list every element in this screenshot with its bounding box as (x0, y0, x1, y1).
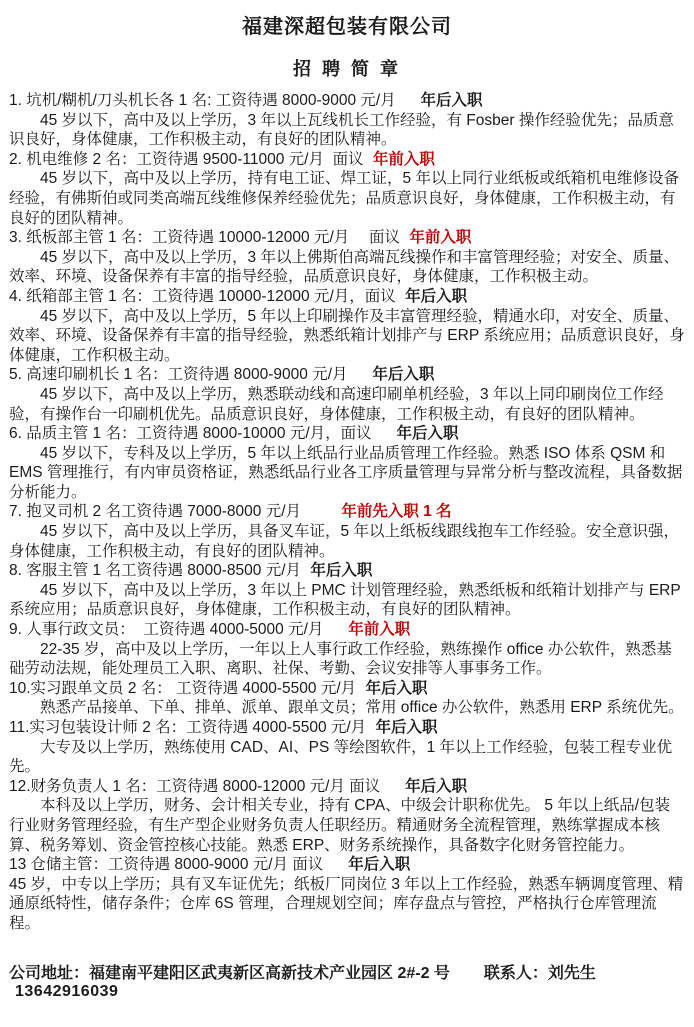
job-item (9, 287, 685, 365)
job-title-salary: 11.实习包装设计师 2 名：工资待遇 4000-5500 元/月 (9, 719, 367, 736)
job-requirements: 45 岁以下，高中及以上学历，熟悉联动线和高速印刷单机经验，3 年以上同印刷岗位工作经验，有操作台一印刷机优先。品质意识良好，身体健康，工作积极主动，有良好的团队精神。 (9, 385, 664, 423)
start-date-label: 年后入职 (396, 425, 459, 443)
start-date-label: 年后入职 (372, 366, 435, 384)
job-item (9, 777, 685, 855)
start-date-label: 年后入职 (375, 719, 438, 736)
footer-contact-line (9, 960, 685, 1001)
job-title-salary: 1. 坑机/糊机/刀头机长各 1 名: 工资待遇 8000-9000 元/月 (9, 92, 412, 109)
job-title-salary: 8. 客服主管 1 名工资待遇 8000-8500 元/月 (9, 562, 302, 580)
job-requirements: 45 岁以下，高中及以上学历，具备叉车证，5 年以上纸板线跟线抱车工作经验。安全意识强，身体健康，工作积极主动，有良好的团队精神。 (9, 523, 679, 560)
job-title-salary: 10.实习跟单文员 2 名： 工资待遇 4000-5500 元/月 (9, 679, 357, 697)
job-heading (9, 502, 685, 522)
job-requirements: 45 岁以下，高中及以上学历，持有电工证、焊工证，5 年以上同行业纸板或纸箱机电维修设备经验，有佛斯伯或同类高端瓦线维修保养经验优先；品质意识良好，身体健康，工作积极主动，有良好的团队精神。 (9, 170, 679, 227)
job-item (9, 620, 685, 679)
job-title-salary: 4. 纸箱部主管 1 名：工资待遇 10000-12000 元/月，面议 (9, 287, 396, 305)
job-item (9, 679, 685, 718)
job-requirements: 45 岁以下，高中及以上学历，5 年以上印刷操作及丰富管理经验，精通水印，对安全、质量、效率、环境、设备保养有丰富的指导经验，熟悉纸箱计划排产与 ERP 系统应用；品质意识良好，身体健康，工作积极主动。 (9, 307, 685, 364)
job-requirements: 熟悉产品接单、下单、排单、派单、跟单文员；常用 office 办公软件，熟悉用 ERP 系统优先。 (40, 699, 684, 717)
job-requirements: 45 岁以下，专科及以上学历，5 年以上纸品行业品质管理工作经验。熟悉 ISO 体系 QSM 和 EMS 管理推行，有内审员资格证，熟悉纸品行业各工序质量管理与异常分析与整改流程，具备数据分析能力。 (9, 444, 683, 501)
job-item (9, 561, 685, 620)
start-date-label: 年后入职 (420, 92, 483, 109)
job-requirements: 45 岁以下，高中及以上学历，3 年以上佛斯伯高端瓦线操作和丰富管理经验；对安全、质量、效率、环境、设备保养有丰富的指导经验，品质意识良好，身体健康，工作积极主动。 (9, 248, 679, 286)
contact-person: 联系人：刘先生 (483, 964, 596, 982)
company-address: 公司地址：福建南平建阳区武夷新区高新技术产业园区 2#-2 号 (9, 964, 450, 982)
job-requirements: 45 岁以下，高中及以上学历，3 年以上 PMC 计划管理经验，熟悉纸板和纸箱计划排产与 ERP 系统应用；品质意识良好，身体健康，工作积极主动，有良好的团队精神。 (9, 581, 685, 619)
company-name: 福建深超包装有限公司 (242, 16, 452, 38)
job-item (9, 228, 685, 287)
job-item (9, 150, 685, 228)
job-heading (9, 287, 685, 307)
job-heading (9, 561, 685, 581)
start-date-label: 年前先入职 1 名 (341, 503, 452, 521)
job-requirements: 45 岁以下，高中及以上学历，3 年以上瓦线机长工作经验，有 Fosber 操作经验优先；品质意识良好，身体健康，工作积极主动，有良好的团队精神。 (9, 111, 674, 149)
job-title-salary: 6. 品质主管 1 名：工资待遇 8000-10000 元/月，面议 (9, 425, 388, 443)
job-title-salary: 5. 高速印刷机长 1 名：工资待遇 8000-9000 元/月 (9, 366, 364, 384)
job-requirements: 大专及以上学历，熟练使用 CAD、AI、PS 等绘图软件，1 年以上工作经验，包装工程专业优先。 (9, 738, 673, 776)
start-date-label: 年后入职 (405, 777, 468, 795)
job-heading (9, 679, 685, 699)
job-heading (9, 777, 685, 797)
job-title-salary: 9. 人事行政文员： 工资待遇 4000-5000 元/月 (9, 621, 339, 639)
start-date-label: 年后入职 (310, 562, 373, 580)
job-requirements: 22-35 岁，高中及以上学历，一年以上人事行政工作经验，熟练操作 office 办公软件，熟悉基础劳动法规，能处理员工入职、离职、社保、考勤、会议安排等人事事务工作。 (9, 640, 672, 678)
job-title-salary: 3. 纸板部主管 1 名：工资待遇 10000-12000 元/月 面议 (9, 229, 401, 247)
start-date-label: 年前入职 (348, 621, 411, 639)
notice-title: 招 聘 简 章 (292, 59, 401, 79)
job-heading (9, 150, 685, 170)
job-requirements: 本科及以上学历，财务、会计相关专业，持有 CPA、中级会计职称优先。 5 年以上纸品/包装行业财务管理经验，有生产型企业财务负责人任职经历。精通财务全流程管理，熟练掌握成本核算、税务筹划、资金管控核心技能。熟悉 ERP、财务系统操作，具备数字化财务管控能力。 (9, 797, 671, 854)
job-requirements: 45 岁，中专以上学历；具有叉车证优先；纸板厂同岗位 3 年以上工作经验，熟悉车辆调度管理、精通原纸特性，储存条件；仓库 6S 管理，合理规划空间；库存盘点与管控，严格执行仓库管理流程。 (9, 875, 684, 932)
job-heading (9, 855, 685, 875)
start-date-label: 年前入职 (409, 229, 472, 247)
job-item (9, 424, 685, 502)
job-heading (9, 718, 685, 738)
job-heading (9, 228, 685, 248)
job-title-salary: 2. 机电维修 2 名：工资待遇 9500-11000 元/月 面议 (9, 150, 364, 168)
start-date-label: 年后入职 (405, 287, 468, 305)
job-title-salary: 7. 抱叉司机 2 名工资待遇 7000-8000 元/月 (9, 503, 333, 521)
job-item (9, 502, 685, 561)
start-date-label: 年后入职 (365, 679, 428, 697)
start-date-label: 年前入职 (372, 150, 435, 168)
start-date-label: 年后入职 (348, 856, 411, 874)
job-title-salary: 13 仓储主管：工资待遇 8000-9000 元/月 面议 (9, 856, 339, 874)
job-item (9, 365, 685, 424)
job-heading (9, 620, 685, 640)
job-item (9, 91, 685, 150)
job-heading (9, 365, 685, 385)
job-heading (9, 91, 685, 111)
job-item (9, 855, 685, 933)
job-list (9, 91, 685, 934)
job-heading (9, 424, 685, 444)
contact-phone: 13642916039 (15, 982, 119, 1000)
job-item (9, 718, 685, 777)
job-title-salary: 12.财务负责人 1 名：工资待遇 8000-12000 元/月 面议 (9, 777, 396, 795)
